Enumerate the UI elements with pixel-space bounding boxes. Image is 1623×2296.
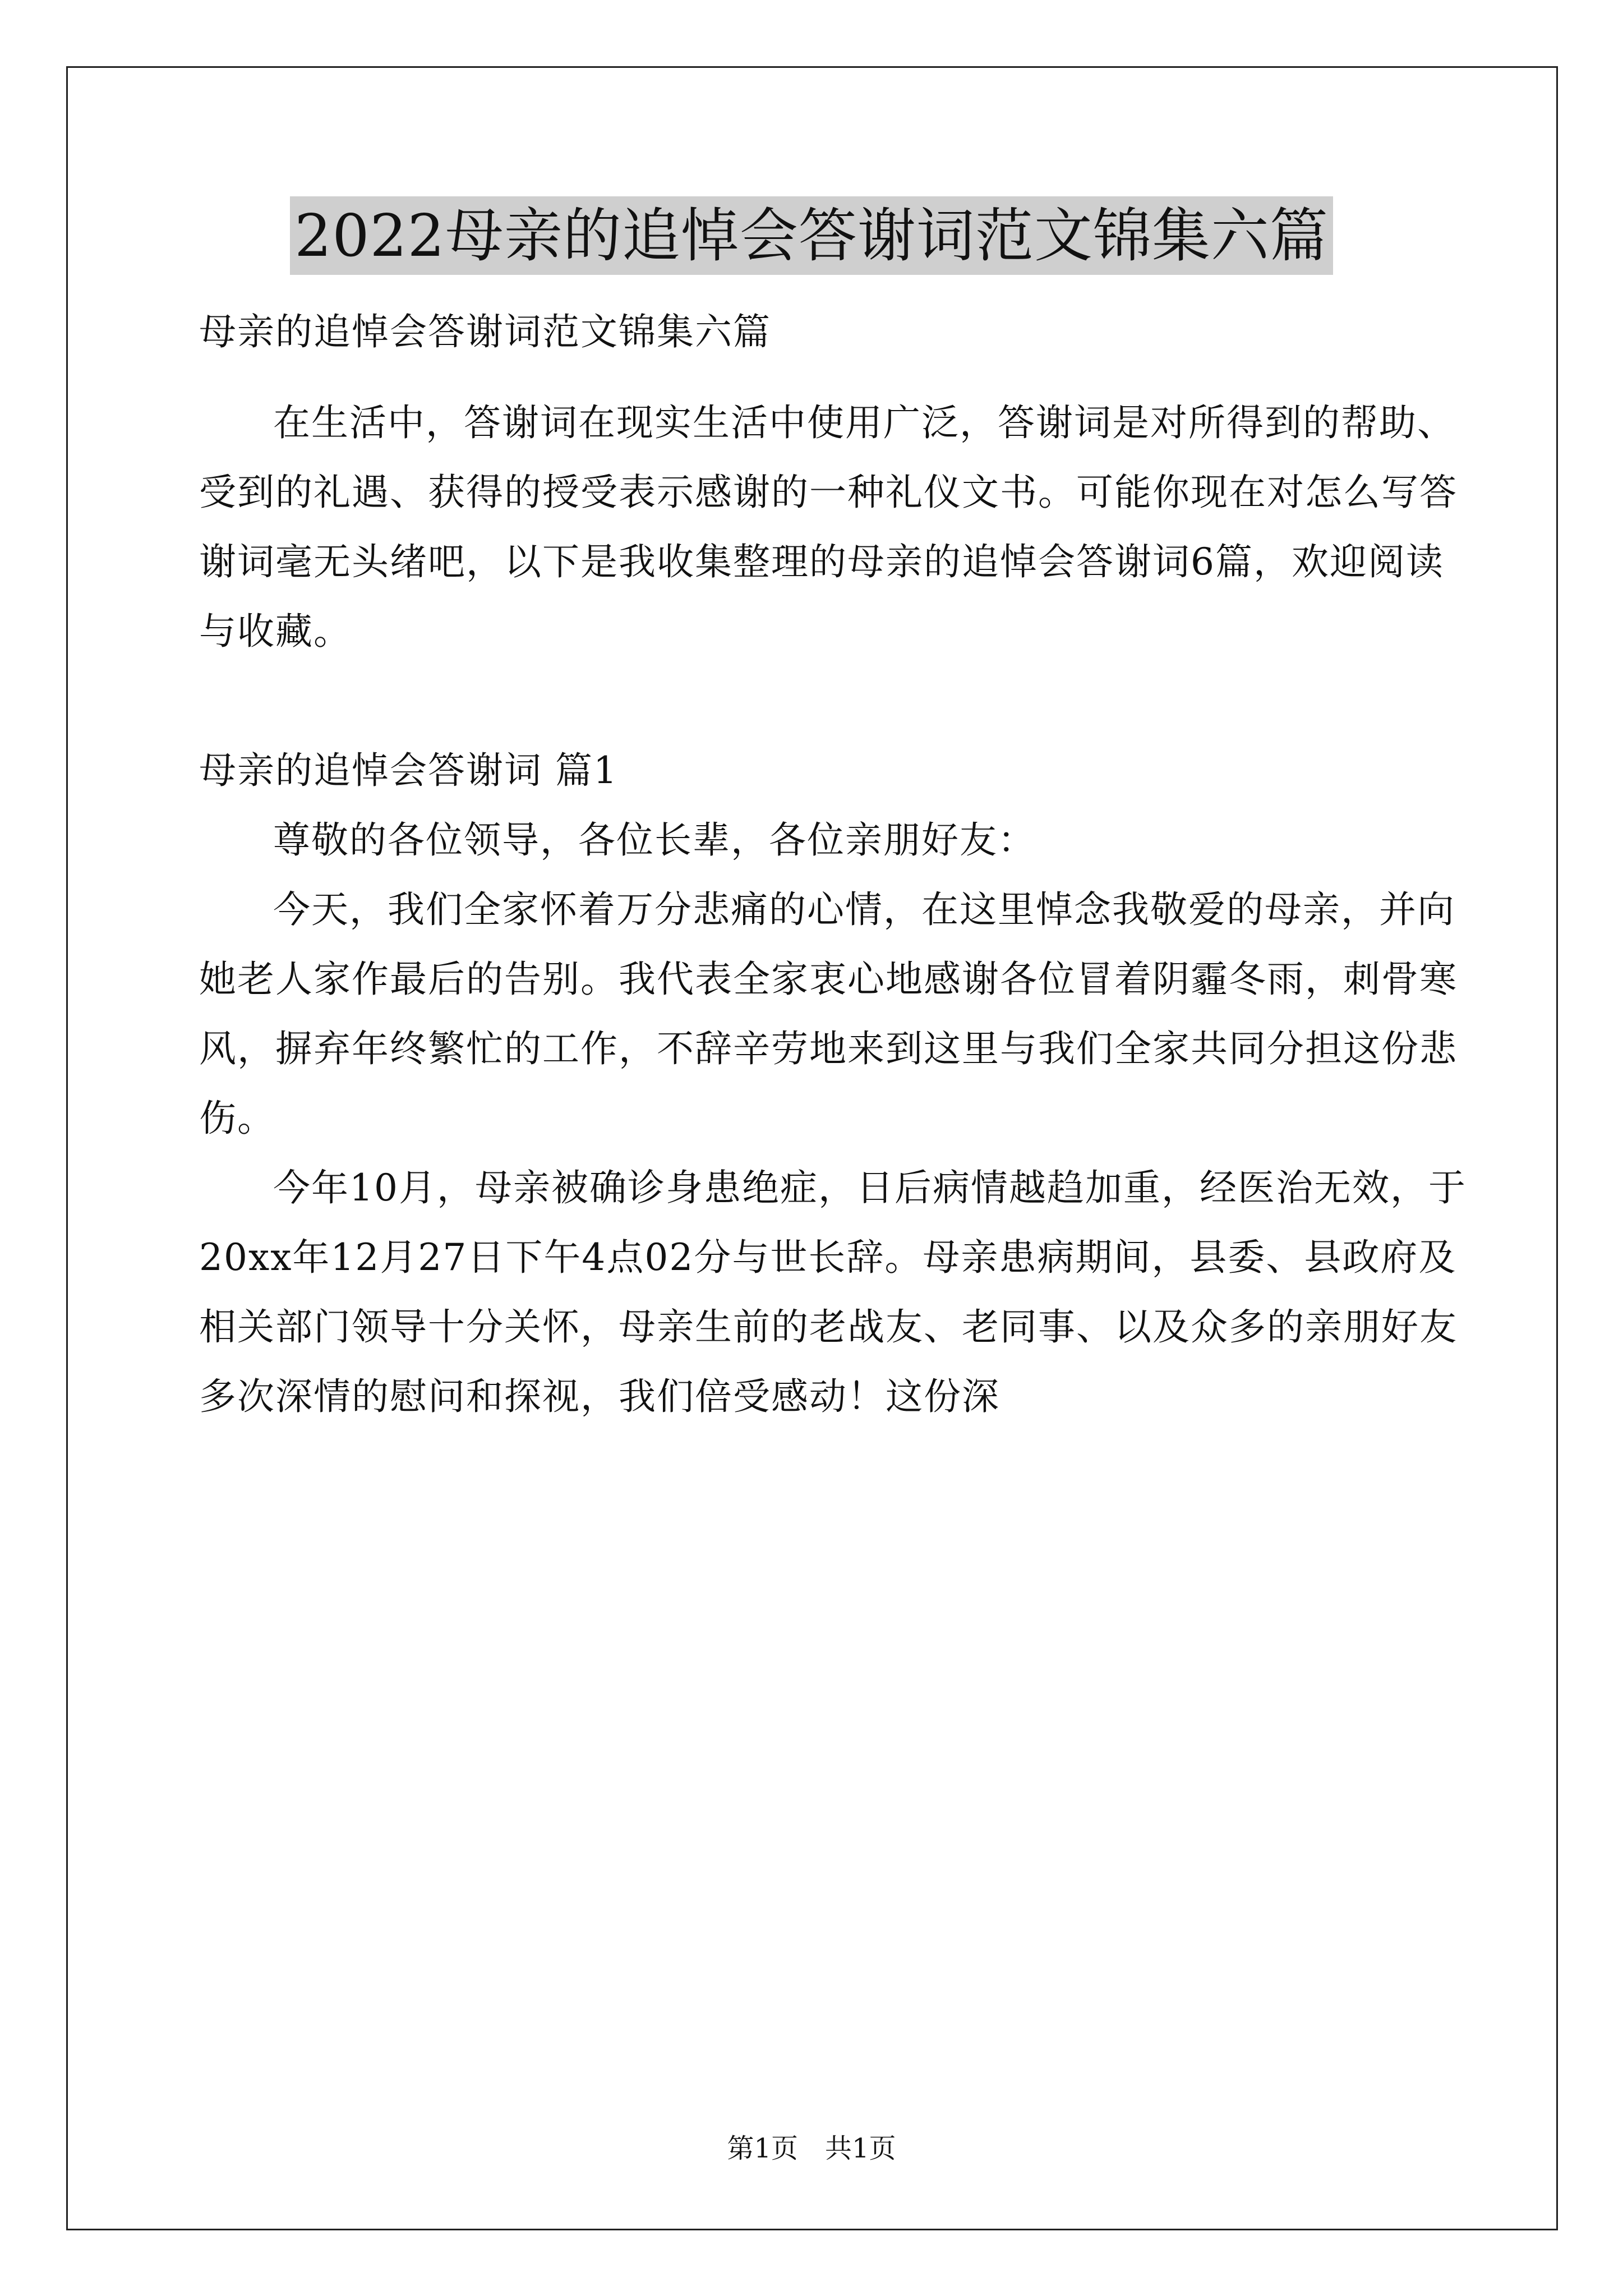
intro-paragraph: 在生活中，答谢词在现实生活中使用广泛，答谢词是对所得到的帮助、受到的礼遇、获得的授受表示感谢的一种礼仪文书。可能你现在对怎么写答谢词毫无头绪吧，以下是我收集整理的母亲的追悼会答谢词6篇，欢迎阅读与收藏。 bbox=[199, 401, 1458, 653]
salutation-paragraph: 尊敬的各位领导，各位长辈，各位亲朋好友： bbox=[273, 818, 1036, 862]
title-container bbox=[0, 196, 1623, 275]
body-paragraph: 今年10月，母亲被确诊身患绝症，日后病情越趋加重，经医治无效，于20xx年12月27日下午4点02分与世长辞。母亲患病期间，县委、县政府及相关部门领导十分关怀，母亲生前的老战友、老同事、以及众多的亲朋好友多次深情的慰问和探视，我们倍受感动！这份深 bbox=[199, 1166, 1467, 1418]
document-body bbox=[199, 297, 1467, 1432]
subtitle-paragraph: 母亲的追悼会答谢词范文锦集六篇 bbox=[199, 310, 771, 353]
document-title: 2022母亲的追悼会答谢词范文锦集六篇 bbox=[290, 196, 1333, 275]
body-paragraph: 今天，我们全家怀着万分悲痛的心情，在这里悼念我敬爱的母亲，并向她老人家作最后的告别。我代表全家衷心地感谢各位冒着阴霾冬雨，刺骨寒风，摒弃年终繁忙的工作，不辞辛劳地来到这里与我们全家共同分担这份悲伤。 bbox=[199, 888, 1458, 1140]
section-heading: 母亲的追悼会答谢词 篇1 bbox=[199, 749, 618, 792]
page-footer: 第1页 共1页 bbox=[727, 2133, 896, 2164]
